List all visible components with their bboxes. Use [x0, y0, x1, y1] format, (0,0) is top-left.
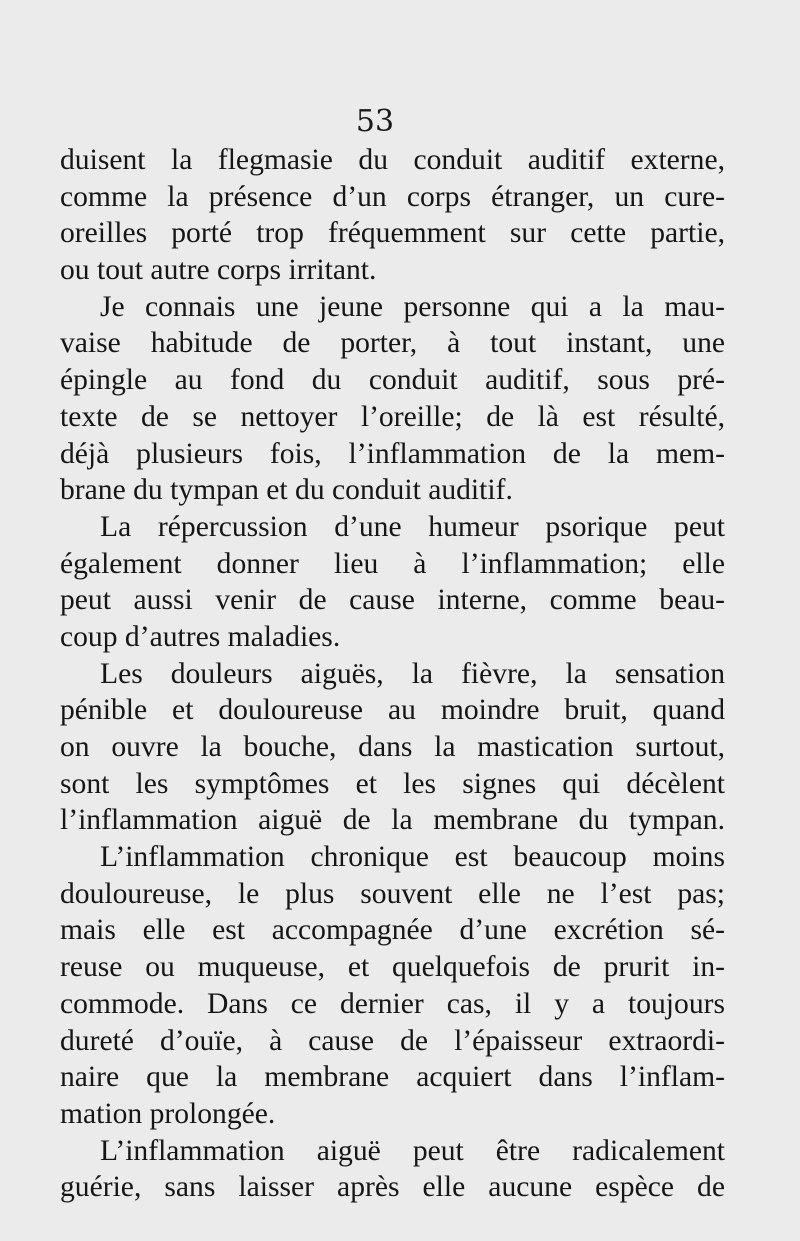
text-line: commode. Dans ce dernier cas, il y a toujours — [60, 987, 725, 1020]
text-line: L’inflammation aiguë peut être radicalement — [100, 1134, 725, 1167]
text-line: texte de se nettoyer l’oreille; de là est résulté, — [60, 400, 725, 433]
text-line: Je connais une jeune personne qui a la mau- — [100, 290, 725, 323]
text-line: reuse ou muqueuse, et quelquefois de prurit in- — [60, 951, 725, 984]
text-line: ou tout autre corps irritant. — [60, 254, 377, 287]
text-line: l’inflammation aiguë de la membrane du tympan. — [60, 804, 725, 837]
text-line: mais elle est accompagnée d’une excrétion sé- — [60, 914, 725, 947]
text-line: naire que la membrane acquiert dans l’inflam- — [60, 1061, 725, 1094]
text-line: Les douleurs aiguës, la fièvre, la sensation — [100, 657, 725, 690]
text-line: oreilles porté trop fréquemment sur cette partie, — [60, 217, 725, 250]
text-line: guérie, sans laisser après elle aucune espèce de — [60, 1171, 725, 1204]
text-line: épingle au fond du conduit auditif, sous pré- — [60, 364, 725, 397]
text-line: comme la présence d’un corps étranger, un cure- — [60, 180, 725, 213]
text-line: également donner lieu à l’inflammation; elle — [60, 547, 725, 580]
text-line: pénible et douloureuse au moindre bruit, quand — [60, 694, 725, 727]
text-line: on ouvre la bouche, dans la mastication surtout, — [60, 731, 725, 763]
text-line: sont les symptômes et les signes qui décèlent — [60, 767, 725, 800]
text-line: douloureuse, le plus souvent elle ne l’est pas; — [60, 877, 725, 910]
text-line: peut aussi venir de cause interne, comme beau- — [60, 584, 725, 617]
text-line: vaise habitude de porter, à tout instant, une — [60, 327, 725, 360]
text-line: mation prolongée. — [60, 1097, 276, 1130]
text-line: La répercussion d’une humeur psorique peut — [100, 510, 725, 543]
text-line: duisent la flegmasie du conduit auditif externe, — [60, 144, 725, 176]
page-number: 53 — [355, 104, 395, 139]
text-line: brane du tympan et du conduit auditif. — [60, 474, 513, 507]
text-line: coup d’autres maladies. — [60, 620, 341, 653]
body-text — [60, 142, 725, 1206]
text-line: déjà plusieurs fois, l’inflammation de la mem- — [60, 437, 725, 470]
text-line: dureté d’ouïe, à cause de l’épaisseur extraordi- — [60, 1024, 725, 1057]
text-line: L’inflammation chronique est beaucoup moins — [100, 841, 725, 874]
